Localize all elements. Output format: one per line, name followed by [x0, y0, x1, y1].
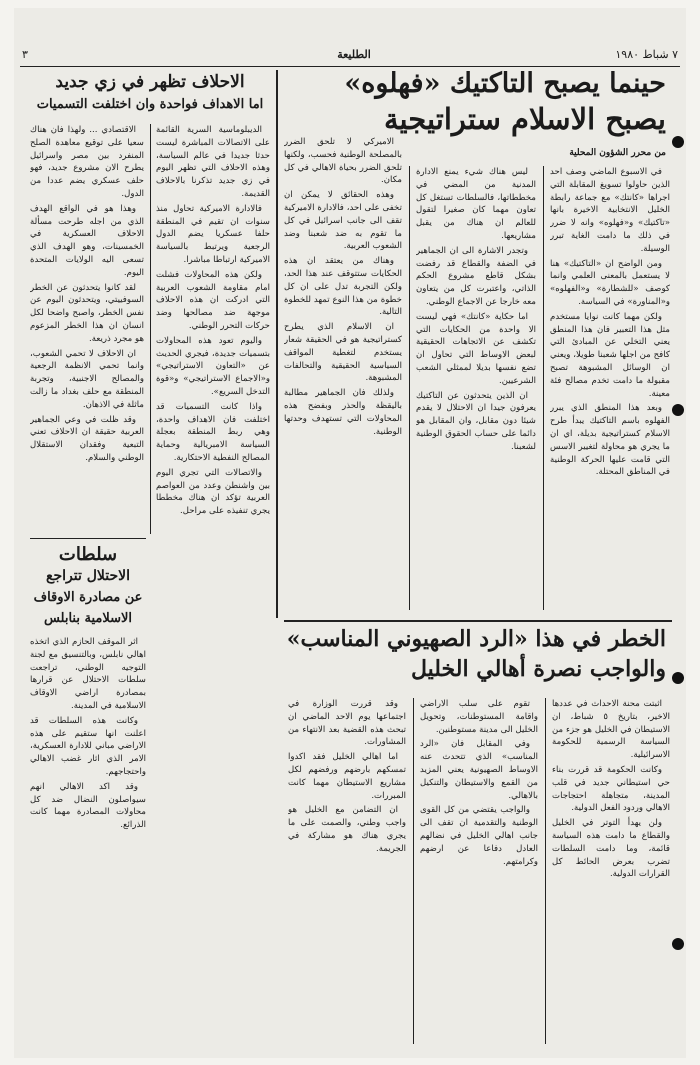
paragraph: ولن يهدأ التوتر في الخليل والقطاع ما دامت هذه السياسة قائمة، وما دامت السلطات تضرب بعرض الحائط كل القرارات الدولية.: [552, 818, 670, 880]
box-headline-line1: سلطات: [58, 544, 118, 565]
paragraph: ولذلك فان الجماهير مطالبة باليقظة والحذر وبفضح هذه المحاولات التي تستهدف وحدتها الوطنية.: [284, 388, 402, 437]
header-rule: [20, 66, 680, 67]
paragraph: وهذه الحقائق لا يمكن ان تخفى على احد، فالادارة الاميركية تقف الى جانب اسرائيل في كل ما تقوم به ضد شعبنا وضد الشعوب العربية.: [284, 190, 402, 252]
section-divider: [276, 70, 278, 618]
box-headline-line3: عن مصادرة الاوقاف: [33, 590, 143, 605]
paragraph: اثبتت محنة الاحداث في عددها الاخير، بتاريخ ٥ شباط، ان الاستيطان في الخليل هو جزء من السياسة الرسمية للحكومة الاسرائيلية.: [552, 699, 670, 761]
paragraph: الديبلوماسية السرية القائمة على الاتصالات المباشرة ليست حدثا جديدا في عالم السياسة، وهذه الاحلاف التي تظهر اليوم في زي جديد تذكرنا بالاحلاف القديمة.: [156, 125, 270, 199]
main-byline: من محرر الشؤون المحلية: [569, 148, 666, 158]
side-headline-line2: اما الاهداف فواحدة وان اختلفت التسميات: [36, 97, 264, 112]
page-number: ٣: [22, 48, 28, 61]
paragraph: وبعد هذا المنطق الذي يبرر الفهلوه باسم التاكتيك يبدأ طرح الاسلام كستراتيجية بديلة، اي ان ما يجري هو محاولة لتغيير الاسس التي قامت عليها الحركة الوطنية في المناطق المحتلة.: [550, 403, 670, 478]
side-article-col-a: [156, 124, 270, 874]
column-rule: [409, 166, 410, 610]
box-rule: [30, 538, 146, 539]
main-headline-line2: يصبح الاسلام ستراتيجية: [384, 102, 666, 136]
paragraph: اثر الموقف الحازم الذي اتخذه اهالي نابلس، وبالتنسيق مع لجنة التوجيه الوطني، تراجعت سلطات الاحتلال عن قرارها بمصادرة اراضي الاوقاف الاسلامية في المدينة.: [30, 637, 146, 711]
paragraph: ان الاحلاف لا تحمي الشعوب، وانما تحمي الانظمة الرجعية والمصالح الاجنبية، وتجربة المنطقة مع حلف بغداد ما زالت ماثلة في الاذهان.: [30, 348, 144, 410]
paragraph: وكانت الحكومة قد قررت بناء حي استيطاني جديد في قلب المدينة، متجاهلة احتجاجات الاهالي وردود الفعل الدولية.: [552, 764, 670, 814]
paragraph: وقد اكد الاهالي انهم سيواصلون النضال ضد كل محاولات المصادرة مهما كانت الذرائع.: [30, 781, 146, 831]
main-article-col2: [416, 166, 536, 614]
side-article-col-b: [30, 124, 144, 534]
column-rule: [150, 124, 151, 534]
paragraph: واليوم تعود هذه المحاولات بتسميات جديدة، فيجري الحديث عن «التعاون الاستراتيجي» و«الاجماع الاستراتيجي» و«قوة التدخل السريع».: [156, 335, 270, 397]
paragraph: وقد قررت الوزارة في اجتماعها يوم الاحد الماضي ان تبحث هذه القضية بعد الانتهاء من المشاورات.: [288, 699, 406, 748]
paragraph: ولكن مهما كانت نوايا مستخدم مثل هذا التعبير فان هذا المنطق يعني التخلي عن المبادئ التي كافح من اجلها شعبنا طويلا، ويعني ان الوسائل المشبوهة تصبح مقبولة ما دامت تخدم مصالح فئة معينة.: [550, 311, 670, 399]
paragraph: ان الذين يتحدثون عن التاكتيك يعرفون جيدا ان الاحتلال لا يقدم شيئا دون مقابل، وان المقابل هو دائما على حساب الحقوق الوطنية لشعبنا.: [416, 390, 536, 452]
paragraph: اما اهالي الخليل فقد اكدوا تمسكهم بارضهم ورفضهم لكل مشاريع الاستيطان مهما كانت المبررات.: [288, 752, 406, 801]
binder-hole: [672, 136, 684, 148]
paragraph: لقد كانوا يتحدثون عن الخطر السوفييتي، ويتحدثون اليوم عن نفس الخطر، واصبح واضحا لكل انسان ان هذا الخطر المزعوم هو مجرد ذريعة.: [30, 282, 144, 344]
paragraph: اما حكاية «كانتك» فهي ليست الا واحدة من الحكايات التي تكشف عن الاتجاهات الحقيقية لبعض الاوساط التي تحاول ان تضع نفسها بديلا لممثلي الشعب الشرعيين.: [416, 311, 536, 386]
paragraph: والاتصالات التي تجري اليوم بين واشنطن وعدد من العواصم العربية تؤكد ان هناك مخططا يجري تنفيذه على مراحل.: [156, 467, 270, 517]
danger-headline-line2: والواجب نصرة أهالي الخليل: [410, 656, 666, 682]
section-rule: [284, 620, 672, 622]
paragraph: والواجب يقتضي من كل القوى الوطنية والتقدمية ان تقف الى جانب اهالي الخليل في نضالهم العادل دفاعا عن ارضهم وكرامتهم.: [420, 805, 538, 867]
paragraph: ان الاسلام الذي يطرح كستراتيجية هو في الحقيقة شعار يستخدم لتغطية المواقف السياسية الحقيقية والتحالفات المشبوهة.: [284, 322, 402, 384]
main-article-col1: [550, 166, 670, 614]
paragraph: وقد ظلت في وعي الجماهير العربية حقيقة ان الاحلاف تعني التبعية وفقدان الاستقلال الوطني والسلام.: [30, 414, 144, 463]
paragraph: وتجدر الاشارة الى ان الجماهير في الضفة والقطاع قد رفضت بشكل قاطع مشروع الحكم الذاتي، واعتبرت كل من يتعاون معه خارجا عن الاجماع الوطني.: [416, 245, 536, 307]
danger-article-col3: [288, 698, 406, 1048]
paragraph: ولكن هذه المحاولات فشلت امام مقاومة الشعوب العربية التي ادركت ان هذه الاحلاف موجهة ضد مصالحها وضد حركات التحرر الوطني.: [156, 269, 270, 331]
box-headline-line4: الاسلامية بنابلس: [43, 611, 133, 626]
column-rule: [543, 166, 544, 610]
paragraph: وكانت هذه السلطات قد اعلنت انها ستقيم على هذه الاراضي مباني للادارة العسكرية، الامر الذي اثار غضب الاهالي واحتجاجهم.: [30, 715, 146, 777]
newspaper-page: [14, 8, 686, 1058]
paragraph: وهذا هو في الواقع الهدف الذي من اجله طرحت مسألة الاحلاف العسكرية في الخمسينات، وهو الهدف الذي تسعى اليه الولايات المتحدة اليوم.: [30, 203, 144, 278]
paragraph: تقوم على سلب الاراضي واقامة المستوطنات، وتحويل الخليل الى مدينة مستوطنين.: [420, 699, 538, 735]
box-article-body: [30, 636, 146, 916]
paragraph: ليس هناك شيء يمنع الادارة المدنية من المضي في مخططاتها، فالسلطات تستغل كل تعاون مهما كان صغيرا لتقول للعالم ان هناك من يقبل مشاريعها.: [416, 167, 536, 241]
binder-hole: [672, 938, 684, 950]
main-article-col3: [284, 136, 402, 614]
paragraph: واذا كانت التسميات قد اختلفت فان الاهداف واحدة، وهي ربط المنطقة بعجلة السياسة الامبريالية وحماية المصالح النفطية الاحتكارية.: [156, 401, 270, 463]
binder-hole: [672, 672, 684, 684]
issue-date: ٧ شباط ١٩٨٠: [615, 48, 678, 61]
paragraph: وهناك من يعتقد ان هذه الحكايات ستتوقف عند هذا الحد، ولكن التجربة تدل على ان كل خطوة من هذا النوع تمهد للخطوة التالية.: [284, 256, 402, 318]
paper-name: الطليعة: [337, 48, 371, 61]
column-rule: [545, 698, 546, 1044]
paragraph: وفي المقابل فان «الرد المناسب» الذي تتحدث عنه الاوساط الصهيونية يعني المزيد من القمع والاستيطان والتنكيل بالاهالي.: [420, 739, 538, 801]
box-headline-line2: الاحتلال تتراجع: [46, 568, 130, 584]
paragraph: ومن الواضح ان «التاكتيك» هنا لا يستعمل بالمعنى العلمي وانما كوصف «للشطارة» و«الفهلوه» و«المناورة» في السياسة.: [550, 258, 670, 307]
paragraph: فالادارة الاميركية تحاول منذ سنوات ان تقيم في المنطقة حلفا عسكريا يضم الدول الرجعية ويرتبط بالسياسة الاميركية ارتباطا مباشرا.: [156, 203, 270, 265]
side-headline-line1: الاحلاف تظهر في زي جديد: [55, 72, 245, 92]
binder-hole: [672, 404, 684, 416]
column-rule: [413, 698, 414, 1044]
danger-headline-line1: الخطر في هذا «الرد الصهيوني المناسب»: [286, 626, 666, 652]
danger-article-col2: [420, 698, 538, 1048]
paragraph: الاقتصادي ... ولهذا فان هناك سعيا على توقيع معاهدة الصلح المنفرد بين مصر واسرائيل يطرح الان مشروع جديد، فهو حلف عسكري يضم عددا من الدول.: [30, 125, 144, 199]
paragraph: في الاسبوع الماضي وصف احد الذين حاولوا تسويغ المقابلة التي اجراها «كانتك» مع جماعة رابطة الخليل الانتخابية الاخيرة بانها «تاكتيك» و«فهلوه» وانه لا ضرر في ذلك ما دامت الغاية تبرر الوسيلة.: [550, 167, 670, 254]
danger-article-col1: [552, 698, 670, 1048]
main-headline-line1: حينما يصبح التاكتيك «فهلوه»: [344, 68, 666, 99]
paragraph: ان التضامن مع الخليل هو واجب وطني، والصمت على ما يجري هناك هو مشاركة في الجريمة.: [288, 805, 406, 854]
paragraph: الاميركي لا تلحق الضرر بالمصلحة الوطنية فحسب، ولكنها تلحق الضرر بحياة الاهالي في كل مكان.: [284, 137, 402, 186]
